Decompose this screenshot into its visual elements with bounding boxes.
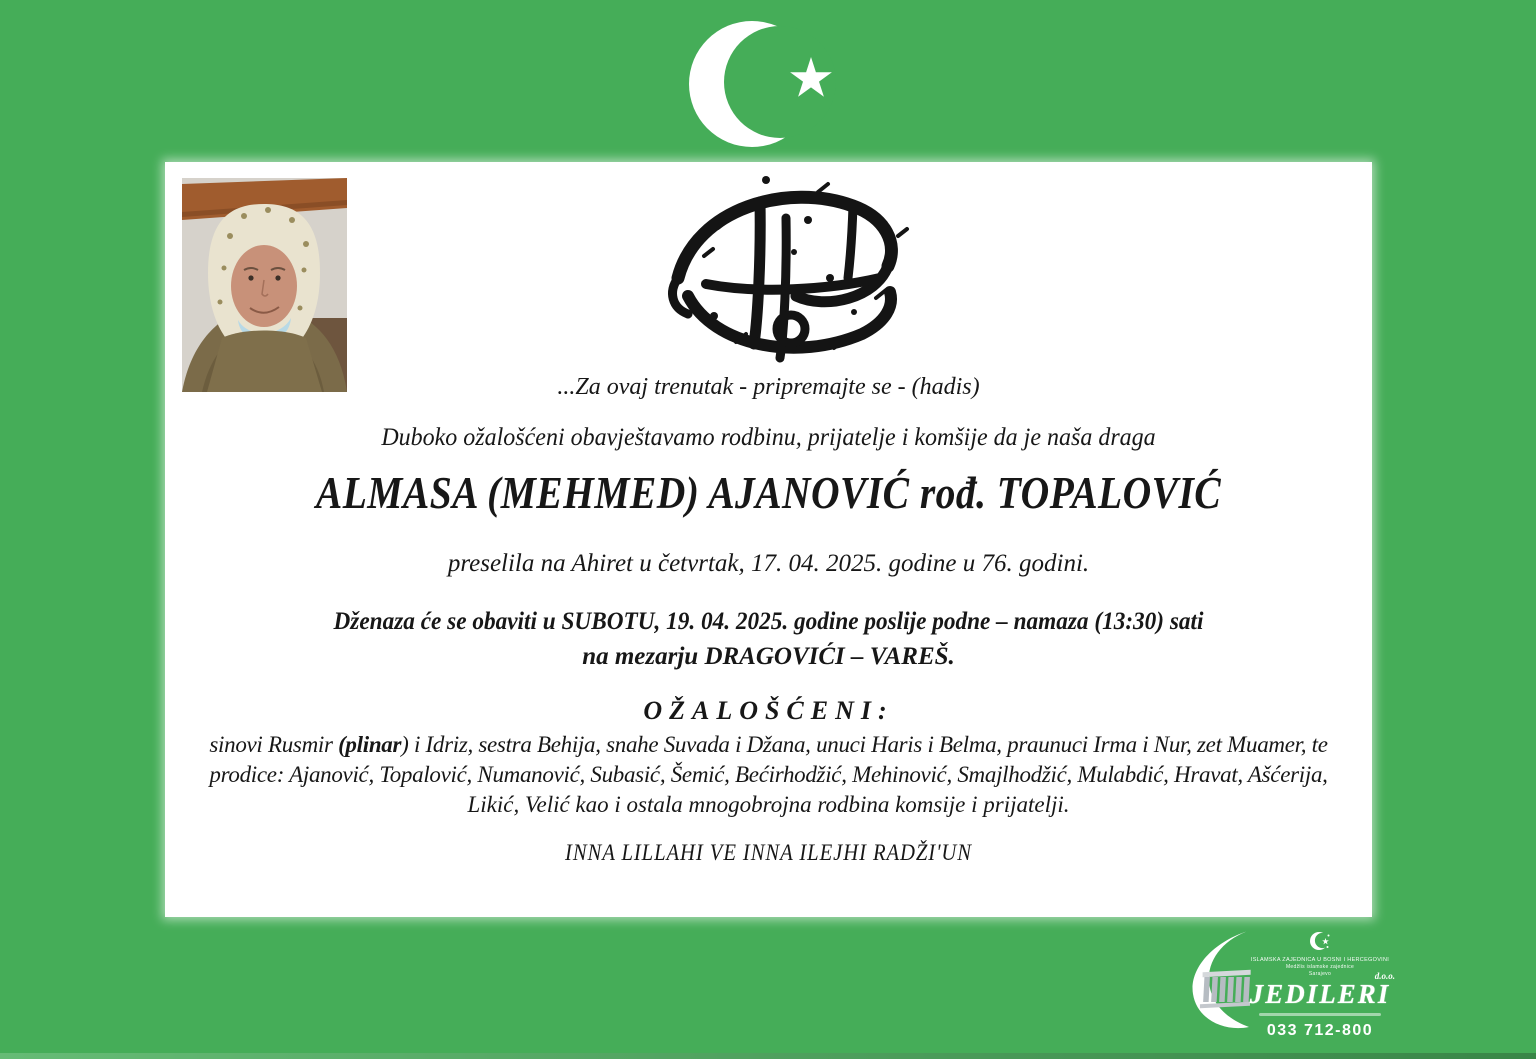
- org-subline: Medžlis islamske zajednice: [1285, 964, 1355, 971]
- mourners-line-2: prodice: Ajanović, Topalović, Numanović, Subasić, Šemić, Bećirhodžić, Mehinović, Smajlhodžić, Mulabdić, Hravat, Ašćerija,: [209, 762, 1328, 787]
- mourners-heading: OŽALOŠĆENI:: [643, 696, 894, 725]
- mourners-line-3: Likić, Velić kao i ostala mnogobrojna rodbina komsije i prijatelji.: [467, 792, 1070, 817]
- company-name: JEDILERI: [1249, 979, 1391, 1010]
- company-tagline-blur: [1259, 1013, 1381, 1016]
- intro-line: Duboko ožalošćeni obavještavamo rodbinu, prijatelje i komšije da je naša draga: [381, 424, 1156, 451]
- hadis-quote: ...Za ovaj trenutak - pripremajte se - (hadis): [557, 374, 980, 400]
- deceased-name: ALMASA (MEHMED) AJANOVIĆ rođ. TOPALOVIĆ: [315, 467, 1222, 518]
- funeral-info-line-1: Dženaza će se obaviti u SUBOTU, 19. 04. 2025. godine poslije podne – namaza (13:30) sati: [333, 608, 1204, 635]
- phone-number: 033 712-800: [1266, 1022, 1374, 1040]
- funeral-home-logo: [1185, 922, 1420, 1044]
- mourners-line-1: sinovi Rusmir (plinar) i Idriz, sestra Behija, snahe Suvada i Džana, unuci Haris i Belma, praunuci Irma i Nur, zet Muamer, te: [209, 732, 1328, 757]
- crescent-and-star-icon: [688, 16, 840, 154]
- passing-date-line: preselila na Ahiret u četvrtak, 17. 04. 2025. godine u 76. godini.: [447, 550, 1090, 577]
- org-city-line: Sarajevo: [1308, 970, 1332, 977]
- funeral-info-line-2: na mezarju DRAGOVIĆI – VAREŠ.: [582, 643, 955, 670]
- company-suffix: d.o.o.: [1374, 971, 1395, 982]
- closing-prayer: INNA LILLAHI VE INNA ILEJHI RADŽI'UN: [565, 840, 972, 865]
- arabic-calligraphy-icon: [648, 166, 928, 374]
- notice-card: [165, 162, 1372, 917]
- funeral-home-text-block: [1231, 930, 1409, 1040]
- bottom-edge-shadow: [0, 1053, 1536, 1059]
- deceased-photo: [182, 178, 347, 392]
- small-crescent-and-star-icon: [1309, 930, 1331, 952]
- org-name-line: ISLAMSKA ZAJEDNICA U BOSNI I HERCEGOVINI: [1250, 957, 1390, 963]
